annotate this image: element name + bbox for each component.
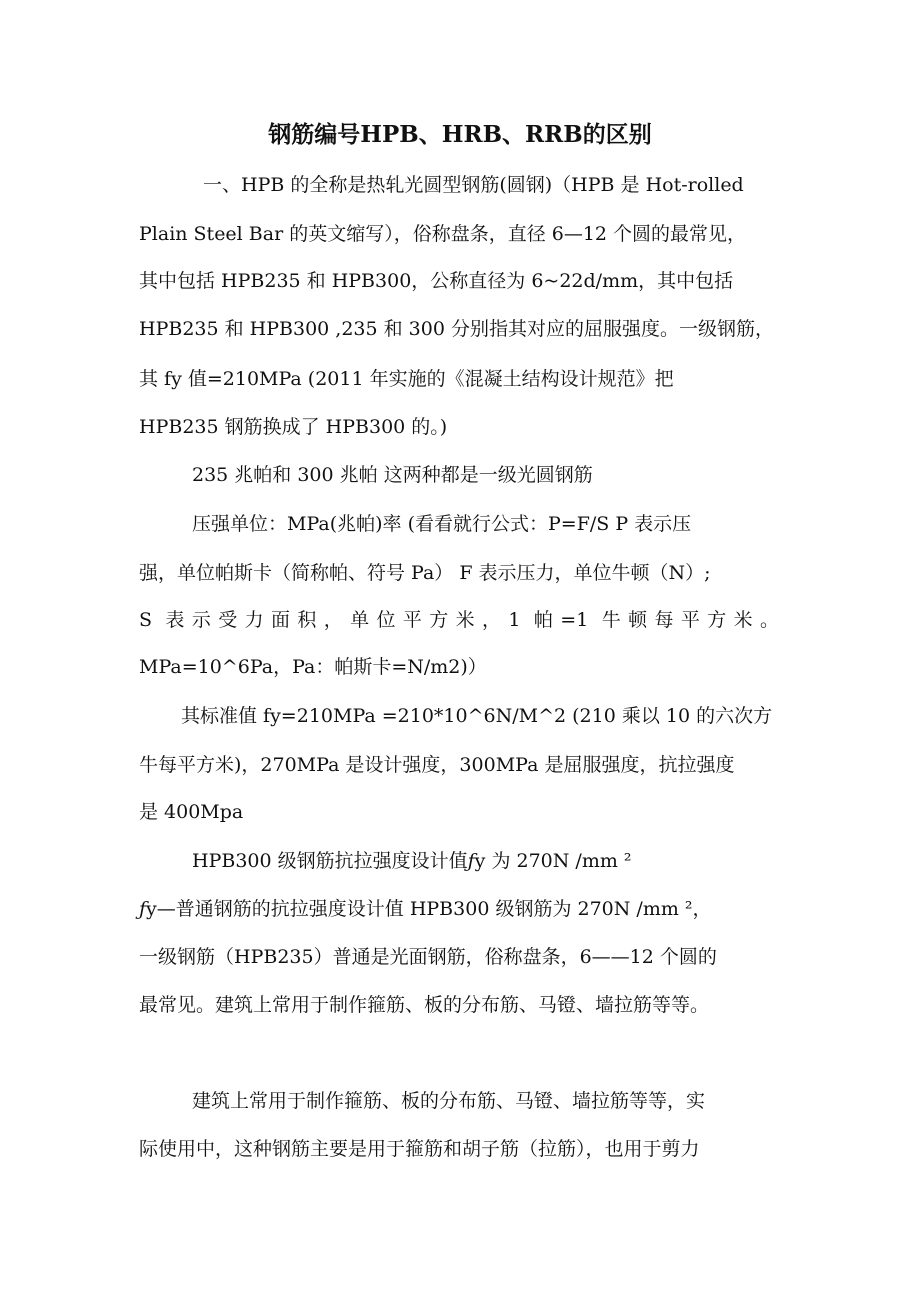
paragraph-line: MPa=10^6Pa，Pa：帕斯卡=N/m2)） bbox=[139, 656, 487, 678]
paragraph-line: HPB235 和 HPB300 ,235 和 300 分别指其对应的屈服强度。一级钢筋， bbox=[139, 318, 774, 340]
paragraph-line: S 表示受力面积，单位平方米，1 帕=1 牛顿每平方米。 bbox=[139, 609, 779, 631]
paragraph-line: HPB235 钢筋换成了 HPB300 的。) bbox=[139, 416, 448, 438]
paragraph-line: 一级钢筋（HPB235）普通是光面钢筋，俗称盘条，6——12 个圆的 bbox=[139, 946, 717, 968]
document-title: 钢筋编号HPB、HRB、RRB的区别 bbox=[268, 121, 652, 148]
paragraph-line: 牛每平方米)，270MPa 是设计强度，300MPa 是屈服强度，抗拉强度 bbox=[139, 754, 735, 776]
paragraph-line: 一、HPB 的全称是热轧光圆型钢筋(圆钢)（HPB 是 Hot-rolled bbox=[203, 174, 744, 196]
paragraph-line: Plain Steel Bar 的英文缩写），俗称盘条，直径 6—12 个圆的最常见， bbox=[139, 223, 747, 245]
italic-f-symbol: ƒ bbox=[139, 898, 147, 920]
line-text: y—普通钢筋的抗拉强度设计值 HPB300 级钢筋为 270N /mm ²， bbox=[146, 898, 712, 920]
paragraph-line bbox=[192, 848, 632, 874]
italic-f-symbol: ƒ bbox=[467, 850, 475, 872]
paragraph-line: 最常见。建筑上常用于制作箍筋、板的分布筋、马镫、墙拉筋等等。 bbox=[139, 994, 710, 1016]
paragraph-line: 建筑上常用于制作箍筋、板的分布筋、马镫、墙拉筋等等，实 bbox=[192, 1090, 706, 1112]
paragraph-line: 235 兆帕和 300 兆帕 这两种都是一级光圆钢筋 bbox=[192, 464, 593, 486]
paragraph-line bbox=[139, 896, 712, 922]
paragraph-line: 强，单位帕斯卡（简称帕、符号 Pa） F 表示压力，单位牛顿（N）; bbox=[139, 562, 711, 584]
paragraph-line: 其中包括 HPB235 和 HPB300，公称直径为 6~22d/mm，其中包括 bbox=[139, 270, 734, 292]
line-text: HPB300 级钢筋抗拉强度设计值 bbox=[192, 850, 468, 872]
paragraph-line: 其标准值 fy=210MPa =210*10^6N/M^2 (210 乘以 10 的六次方 bbox=[181, 705, 773, 727]
paragraph-line: 其 fy 值=210MPa (2011 年实施的《混凝土结构设计规范》把 bbox=[139, 368, 674, 390]
paragraph-line: 际使用中，这种钢筋主要是用于箍筋和胡子筋（拉筋），也用于剪力 bbox=[139, 1138, 700, 1160]
paragraph-line: 压强单位：MPa(兆帕)率 (看看就行公式：P=F/S P 表示压 bbox=[192, 513, 692, 535]
paragraph-line: 是 400Mpa bbox=[139, 801, 244, 823]
line-text: y 为 270N /mm ² bbox=[474, 850, 632, 872]
